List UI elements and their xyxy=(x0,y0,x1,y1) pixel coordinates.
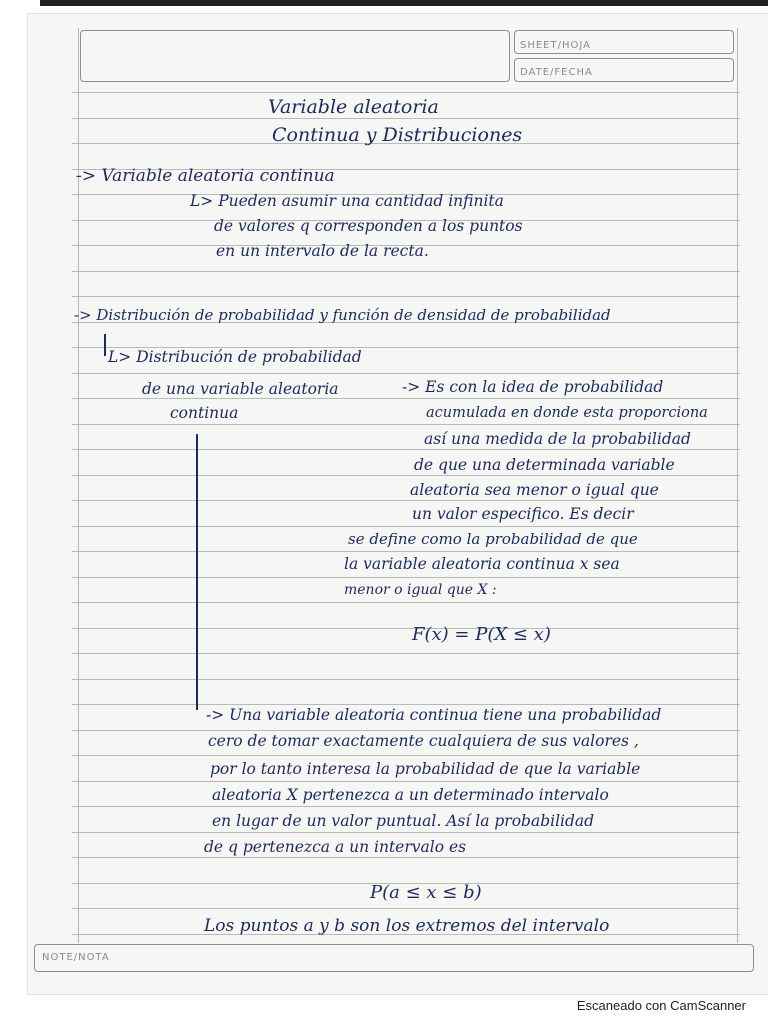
ruled-line xyxy=(72,296,740,297)
ruled-line xyxy=(72,577,740,578)
ruled-line xyxy=(72,398,740,399)
section-2-right-1: -> Es con la idea de probabilidad xyxy=(402,378,664,396)
page-top-edge xyxy=(40,0,768,6)
section-2-sub-2: de una variable aleatoria xyxy=(142,380,339,398)
ruled-line xyxy=(72,755,740,756)
date-label: DATE/FECHA xyxy=(520,67,593,78)
section-3-line-2: cero de tomar exactamente cualquiera de sus valores , xyxy=(208,732,639,750)
section-3-line-1: -> Una variable aleatoria continua tiene una probabilidad xyxy=(206,706,662,724)
camscanner-watermark: Escaneado con CamScanner xyxy=(576,998,746,1013)
ruled-line xyxy=(72,832,740,833)
ruled-line xyxy=(72,424,740,425)
section-3-line-6: de q pertenezca a un intervalo es xyxy=(204,838,467,856)
ruled-line xyxy=(72,704,740,705)
section-2-right-4: de que una determinada variable xyxy=(414,456,675,474)
ruled-line xyxy=(72,500,740,501)
section-1-line-3: en un intervalo de la recta. xyxy=(216,242,429,260)
ruled-line xyxy=(72,271,740,272)
formula-interval: P(a ≤ x ≤ b) xyxy=(370,882,482,903)
ruled-line xyxy=(72,679,740,680)
bracket-mark xyxy=(104,334,106,356)
section-3-line-7: Los puntos a y b son los extremos del intervalo xyxy=(204,916,610,936)
ruled-line xyxy=(72,551,740,552)
section-2-heading: -> Distribución de probabilidad y función de densidad de probabilidad xyxy=(74,306,611,324)
ruled-line xyxy=(72,653,740,654)
ruled-line xyxy=(72,908,740,909)
section-1-line-1: L> Pueden asumir una cantidad infinita xyxy=(190,192,504,210)
section-1-line-2: de valores q corresponden a los puntos xyxy=(214,217,523,235)
ruled-line xyxy=(72,781,740,782)
section-2-sub-3: continua xyxy=(170,404,239,422)
ruled-line xyxy=(72,730,740,731)
note-box xyxy=(34,944,754,972)
formula-cdf: F(x) = P(X ≤ x) xyxy=(412,624,551,645)
page-frame-right xyxy=(737,28,738,943)
note-label: NOTE/NOTA xyxy=(42,952,110,963)
section-2-sub-1: L> Distribución de probabilidad xyxy=(108,348,362,366)
section-2-right-2: acumulada en donde esta proporciona xyxy=(426,405,708,421)
ruled-line xyxy=(72,449,740,450)
ruled-line xyxy=(72,118,740,119)
section-3-line-4: aleatoria X pertenezca a un determinado intervalo xyxy=(212,786,609,804)
ruled-line xyxy=(72,602,740,603)
ruled-line xyxy=(72,628,740,629)
title-line-1: Variable aleatoria xyxy=(268,96,439,118)
section-2-right-7: se define como la probabilidad de que xyxy=(348,530,638,548)
section-1-heading: -> Variable aleatoria continua xyxy=(76,166,335,186)
ruled-line xyxy=(72,92,740,93)
title-line-2: Continua y Distribuciones xyxy=(272,124,523,146)
section-2-right-6: un valor especifico. Es decir xyxy=(412,505,634,523)
section-2-right-9: menor o igual que X : xyxy=(344,582,497,598)
sheet-label: SHEET/HOJA xyxy=(520,40,591,51)
ruled-line xyxy=(72,526,740,527)
vertical-connector-line xyxy=(196,434,198,710)
section-3-line-5: en lugar de un valor puntual. Así la probabilidad xyxy=(212,812,595,830)
ruled-line xyxy=(72,373,740,374)
section-2-right-8: la variable aleatoria continua x sea xyxy=(344,555,620,573)
ruled-line xyxy=(72,806,740,807)
ruled-line xyxy=(72,475,740,476)
section-3-line-3: por lo tanto interesa la probabilidad de que la variable xyxy=(210,760,641,778)
section-2-right-3: así una medida de la probabilidad xyxy=(424,430,691,448)
section-2-right-5: aleatoria sea menor o igual que xyxy=(410,481,659,499)
ruled-line xyxy=(72,857,740,858)
header-box xyxy=(80,30,510,82)
